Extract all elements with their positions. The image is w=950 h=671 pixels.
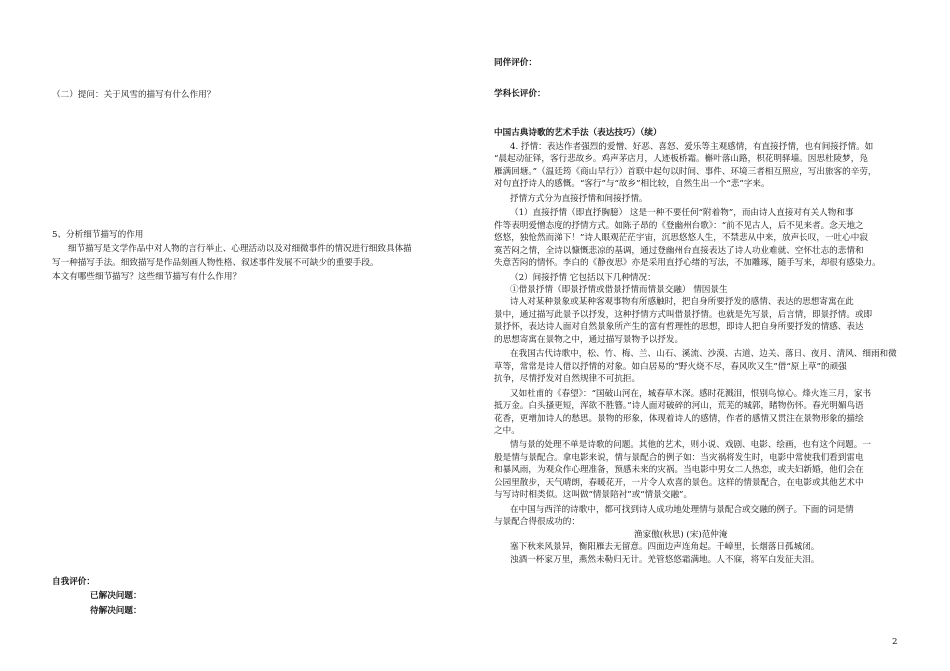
images-line: 草等，常常是诗人借以抒情的对象。如白居易的“野火烧不尽，春风吹又生”借“原上草”的顽强: [494, 361, 847, 372]
direct-line: 件等表明爱憎态度的抒情方式。如陈子昂的《登幽州台歌》：“前不见古人，后不见来者。念天地之: [494, 220, 864, 231]
section-5-question: 本文有哪些细节描写？这些细节描写有什么作用？: [52, 272, 242, 282]
direct-line: 悠悠，独怆然而涕下！”诗人眼观茫茫宇宙，沉思悠悠人生，不禁悲从中来，放声长叹，一吐心中寂: [494, 233, 868, 244]
scene-line: 的思想寄寓在景物之中，通过描写景物予以抒发。: [494, 334, 684, 345]
question-wind-snow: （二）提问：关于风雪的描写有什么作用？: [52, 90, 216, 100]
direct-line: （1）直接抒情（即直抒胸臆） 这是一种不要任何“附着物”，而由诗人直接对有关人物和事: [510, 208, 854, 219]
lyric-line: 4. 抒情：表达作者强烈的爱憎、好恶、喜怒、爱乐等主观感情，有直接抒情，也有间接抒情。如: [510, 142, 874, 152]
poem-line: 浊酒一杯家万里，燕然未勒归无计。羌管悠悠霜满地。人不寐，将军白发征夫泪。: [510, 554, 820, 565]
self-eval-label: 自我评价：: [52, 577, 95, 587]
leader-eval-label: 学科长评价：: [494, 89, 546, 99]
lyric-line: 雁满回塘。”（温廷筠《商山早行》）首联中起句以时间、事件、环境三者相互照应，写出旅客的辛劳，: [494, 166, 877, 177]
lyric-line: 对句直抒诗人的感慨。“客行”与“故乡”相比较，自然生出一个“悲”字来。: [494, 179, 770, 190]
section-heading: 中国古典诗歌的艺术手法（表达技巧）（续）: [494, 128, 662, 138]
scene-line: 诗人对某种景象或某种客观事物有所感触时，把自身所要抒发的感情、表达的思想寄寓在此: [510, 297, 854, 308]
indirect-title: （2）间接抒情 它包括以下几种情况：: [510, 272, 656, 283]
lyric-paragraph: [494, 141, 904, 566]
art-line: 般是情与景配合。拿电影来说，情与景配合的例子如：当灾祸将发生时，电影中常使我们看到雷电: [494, 452, 864, 463]
art-line: 与写诗时相类似。这叫做“情景陪衬”或“情景交融”。: [494, 490, 693, 501]
poem-title: 渔家傲(秋思) (宋)范仲淹: [634, 529, 728, 540]
compare-line: 与景配合得很成功的：: [494, 517, 580, 528]
scene-title: ①借景抒情（即景抒情或借景抒情而情景交融） 情因景生: [510, 284, 728, 295]
solved-label: 已解决问题：: [90, 591, 142, 601]
dufu-line: 又如杜甫的《春望》：“国破山河在，城春草木深。感时花溅泪，恨别鸟惊心。烽火连三月，家书: [510, 388, 872, 399]
scene-line: 景中，通过描写此景予以抒发，这种抒情方式叫借景抒情。也就是先写景，后言情，即景抒情。或即: [494, 309, 873, 320]
dufu-line: 之中。: [494, 425, 520, 436]
dufu-line: 抵万金。白头搔更短，浑欲不胜簪。”诗人面对破碎的河山，荒芜的城郭，睹物伤怀。春光明媚鸟语: [494, 401, 864, 412]
art-line: 公园里散步，天气晴朗，春暖花开，一片令人欢喜的景色。这样的情景配合，在电影或其他艺术中: [494, 477, 864, 488]
art-line: 和暴风雨，为观众作心理准备，预感未来的灾祸。当电影中男女二人热恋，或夫妇新婚，他们会在: [494, 465, 864, 476]
images-line: 抗争，尽情抒发对自然规律不可抗拒。: [494, 374, 641, 385]
section-5-line-2: 写一种描写手法。细致描写是作品刻画人物性格、叙述事件发展不可缺少的重要手段。: [52, 258, 379, 268]
dufu-line: 花香，更增加诗人的愁思。景物的形象，体现着诗人的感情，作者的感情又贯注在景物形象的描绘: [494, 413, 864, 424]
scene-line: 景抒怀，表达诗人面对自然景象所产生的富有哲理性的思想，即诗人把自身所要抒发的情感、表达: [494, 322, 864, 333]
unsolved-label: 待解决问题：: [90, 606, 142, 616]
direct-line: 失意苦闷的情怀。李白的《静夜思》亦是采用直抒心绪的写法，不加雕琢，随手写来，却很有感染力。: [494, 258, 881, 269]
compare-line: 在中国与西洋的诗歌中，都可找到诗人成功地处理情与景配合或交融的例子。下面的词是情: [510, 504, 854, 515]
art-line: 情与景的处理不单是诗歌的问题。其他的艺术，则小说、戏剧、电影、绘画，也有这个问题。一: [510, 440, 871, 451]
lyric-types: 抒情方式分为直接抒情和间接抒情。: [510, 193, 648, 204]
peer-eval-label: 同伴评价：: [494, 58, 537, 68]
lyric-line: “晨起动征铎，客行悲故乡。鸡声茅店月，人迹板桥霜。槲叶落山路，枳花明驿墙。因思杜陵梦，凫: [494, 154, 868, 165]
direct-line: 寞苦闷之情，全诗以慷慨悲凉的基调，通过登幽州台直接表达了诗人功业难就、空怀壮志的悲情和: [494, 245, 864, 256]
poem-line: 塞下秋来风景异，衡阳雁去无留意。四面边声连角起。千嶂里，长烟落日孤城闭。: [510, 542, 820, 553]
section-5-line-1: 细节描写是文学作品中对人物的言行举止、心理活动以及对细微事件的情况进行细致具体描: [68, 244, 412, 254]
section-5-title: 5、分析细节描写的作用: [52, 230, 144, 240]
page-number: 2: [892, 637, 898, 647]
images-line: 在我国古代诗歌中，松、竹、梅、兰、山石、溪流、沙漠、古道、边关、落日、夜月、清风、细雨和微: [510, 349, 897, 360]
